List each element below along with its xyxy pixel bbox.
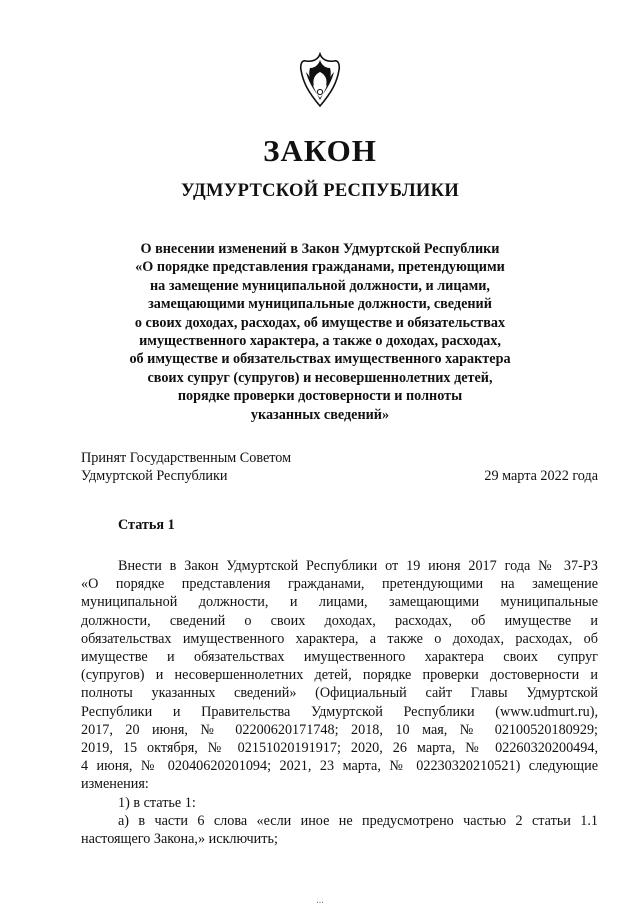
- adoption-date: 29 марта 2022 года: [484, 468, 598, 484]
- body-line: полноты указанных сведений» (Официальный сайт Главы Удмуртской: [81, 685, 598, 702]
- article-title: Статья 1: [118, 517, 175, 533]
- heading-line: на замещение муниципальной должности, и лицами,: [150, 277, 490, 294]
- udmurtia-coat-of-arms-icon: [298, 52, 342, 108]
- body-line: 4 июня, № 02040620201094; 2021, 23 марта, № 02230320210521) следующие: [81, 758, 598, 775]
- heading-line: о своих доходах, расходах, об имуществе и обязательствах: [134, 314, 506, 331]
- body-line: (супругов) и несовершеннолетних детей, порядке проверки достоверности и: [81, 667, 598, 684]
- adoption-info: [81, 449, 291, 485]
- law-heading: [120, 240, 520, 424]
- page-mark: ...: [316, 895, 324, 906]
- heading-line: своих супруг (супругов) и несовершеннолетних детей,: [147, 369, 493, 386]
- body-line: обязательствах имущественного характера, а также о доходах, расходах, об: [81, 630, 598, 647]
- body-line: «О порядке представления гражданами, претендующими на замещение: [81, 576, 598, 593]
- heading-line: порядке проверки достоверности и полноты: [177, 388, 463, 405]
- body-line: Внести в Закон Удмуртской Республики от 19 июня 2017 года № 37-РЗ: [118, 558, 598, 574]
- list-item: а) в части 6 слова «если иное не предусмотрено частью 2 статьи 1.1: [118, 812, 598, 829]
- heading-line: указанных сведений»: [250, 406, 390, 423]
- list-item-continuation: настоящего Закона,» исключить;: [81, 831, 278, 848]
- adopted-by-line: Принят Государственным Советом: [81, 450, 292, 466]
- body-line: имуществе и обязательствах имущественного характера своих супруг: [81, 649, 598, 666]
- heading-line: О внесении изменений в Закон Удмуртской Республики: [140, 241, 500, 257]
- body-line: 2019, 15 октября, № 02151020191917; 2020, 26 марта, № 02260320200494,: [81, 740, 598, 757]
- article-body: [81, 557, 598, 848]
- list-item: 1) в статье 1:: [118, 794, 196, 811]
- body-line: изменения:: [81, 776, 149, 793]
- body-line: Республики и Правительства Удмуртской Республики (www.udmurt.ru),: [81, 703, 598, 720]
- law-subtitle: УДМУРТСКОЙ РЕСПУБЛИКИ: [180, 181, 460, 201]
- body-line: муниципальной должности, и лицами, замещающими муниципальные: [81, 594, 598, 611]
- adopted-by-line: Удмуртской Республики: [81, 468, 228, 484]
- body-line: 2017, 20 июня, № 02200620171748; 2018, 10 мая, № 02100520180929;: [81, 721, 598, 738]
- body-line: должности, сведений о своих доходах, расходах, об имуществе и: [81, 612, 598, 629]
- heading-line: имущественного характера, а также о доходах, расходах,: [139, 333, 501, 350]
- heading-line: об имуществе и обязательствах имущественного характера: [129, 351, 511, 368]
- law-title: ЗАКОН: [263, 133, 377, 168]
- heading-line: «О порядке представления гражданами, претендующими: [135, 259, 505, 276]
- heading-line: замещающими муниципальные должности, сведений: [148, 296, 492, 313]
